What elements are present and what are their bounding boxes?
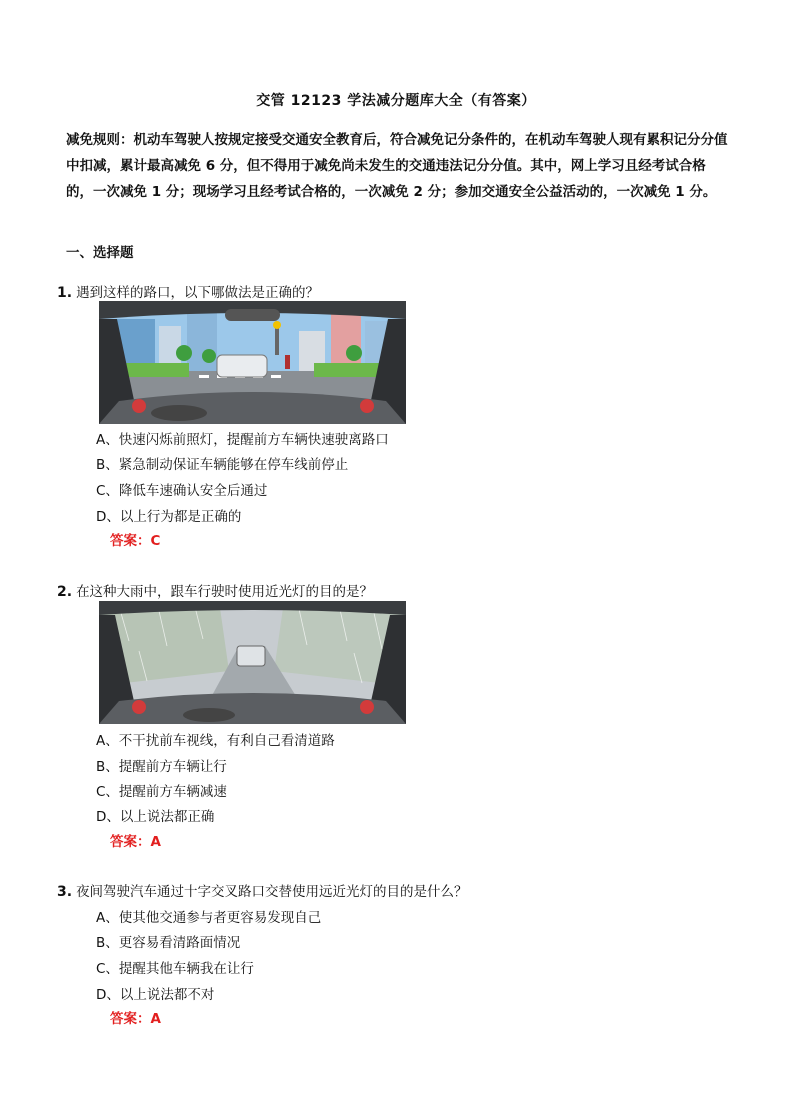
question-text: 夜间驾驶汽车通过十字交叉路口交替使用远近光灯的目的是什么？: [76, 884, 468, 900]
option-d: D、以上行为都是正确的: [96, 509, 242, 525]
question-number: 3.: [57, 884, 73, 900]
option-a: A、不干扰前车视线，有利自己看清道路: [96, 733, 335, 749]
question-text: 遇到这样的路口，以下哪做法是正确的？: [76, 285, 320, 301]
section-heading: 一、选择题: [66, 245, 134, 261]
answer: 答案：C: [110, 533, 161, 549]
question-2: [57, 580, 373, 600]
question-1: [57, 281, 319, 301]
question-number: 2.: [57, 584, 73, 600]
question-3: [57, 880, 468, 900]
question-text: 在这种大雨中，跟车行驶时使用近光灯的目的是？: [76, 584, 374, 600]
answer: 答案：A: [110, 834, 161, 850]
rules-paragraph: 减免规则：机动车驾驶人按规定接受交通安全教育后，符合减免记分条件的，在机动车驾驶人现有累积记分分值中扣减，累计最高减免 6 分，但不得用于减免尚未发生的交通违法记分分值。其中，网上学习且经考试合格的，一次减免 1 分；现场学习且经考试合格的，一次减免 2 分；参加交通安全公益活动的，一次减免 1 分。: [66, 132, 728, 200]
option-d: D、以上说法都不对: [96, 987, 215, 1003]
intersection-photo: [99, 301, 406, 424]
option-a: A、快速闪烁前照灯，提醒前方车辆快速驶离路口: [96, 432, 389, 448]
option-c: C、降低车速确认安全后通过: [96, 483, 268, 499]
heavy-rain-photo: [99, 601, 406, 724]
option-c: C、提醒其他车辆我在让行: [96, 961, 254, 977]
answer: 答案：A: [110, 1011, 161, 1027]
option-d: D、以上说法都正确: [96, 809, 215, 825]
option-b: B、提醒前方车辆让行: [96, 759, 227, 775]
question-number: 1.: [57, 285, 73, 301]
option-b: B、更容易看清路面情况: [96, 935, 241, 951]
option-a: A、使其他交通参与者更容易发现自己: [96, 910, 322, 926]
page-title: 交管 12123 学法减分题库大全（有答案）: [256, 93, 536, 109]
option-b: B、紧急制动保证车辆能够在停车线前停止: [96, 457, 349, 473]
option-c: C、提醒前方车辆减速: [96, 784, 227, 800]
